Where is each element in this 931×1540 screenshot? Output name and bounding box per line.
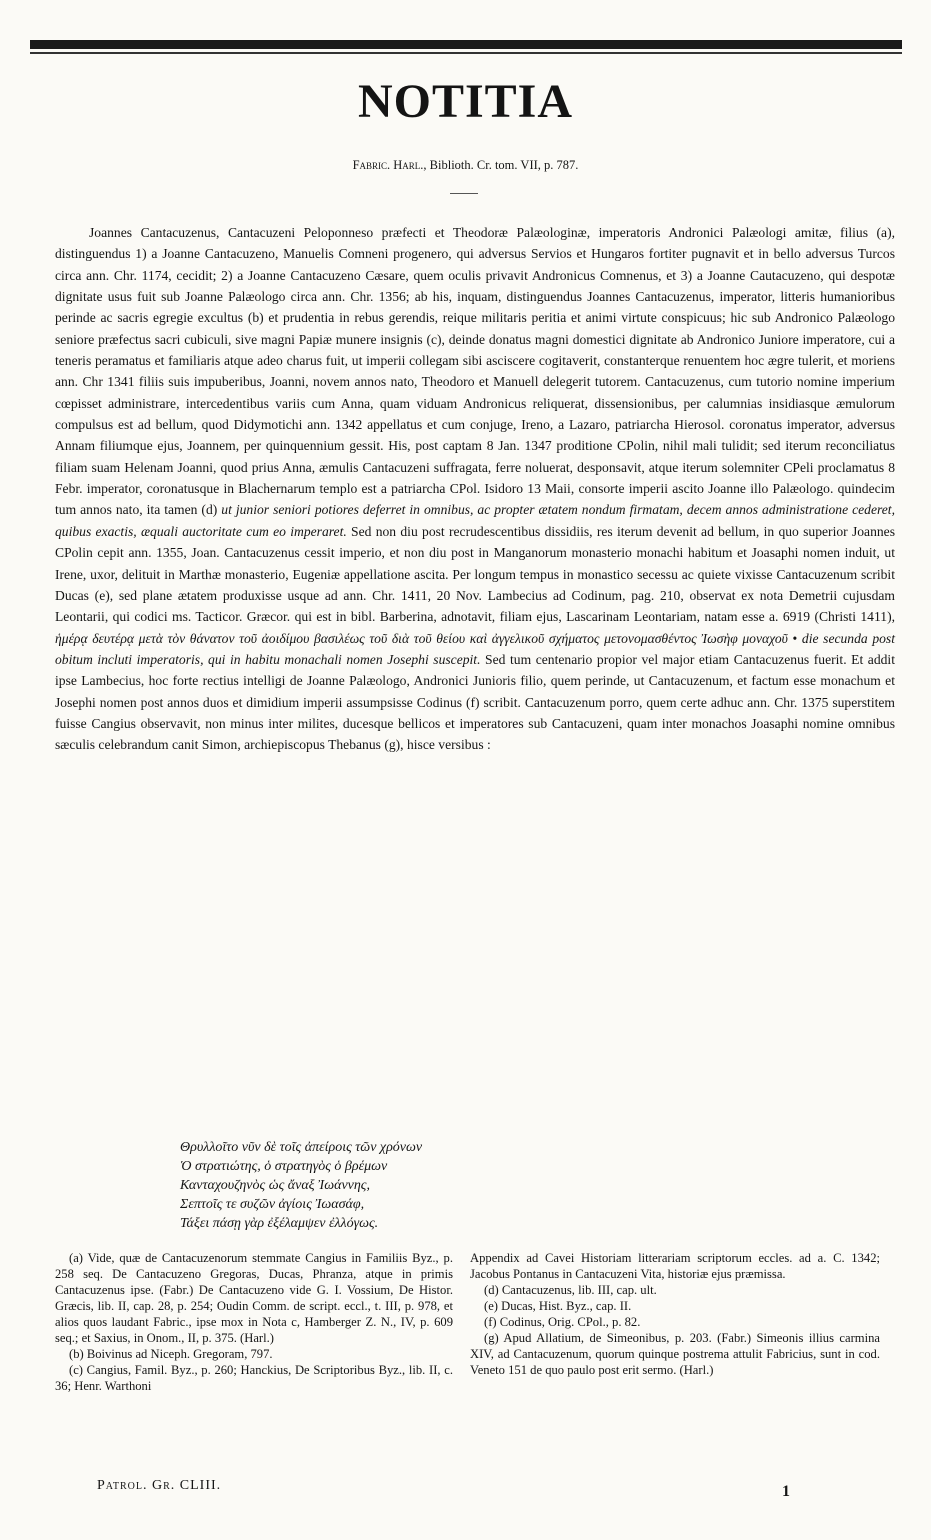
subtitle-authors: Fabric. Harl. [352, 158, 424, 172]
main-paragraph [55, 222, 895, 756]
footnote-g: (g) Apud Allatium, de Simeonibus, p. 203. (Fabr.) Simeonis illius carmina XIV, ad Cantacuzenum, quorum quinque postrema attulit Fabricius, sunt in cod. Veneto 151 de quo paulo post erit sermo. (Harl.) [470, 1331, 880, 1377]
footnote-d: (d) Cantacuzenus, lib. III, cap. ult. [484, 1283, 657, 1297]
page-number: 1 [782, 1483, 790, 1500]
footnotes-left-column [55, 1250, 453, 1394]
paragraph-italic-quote: ut junior seniori potiores deferret in omnibus, ac propter ætatem nondum firmatam, decem annos administratione cederet, quibus exactis, æquali auctoritate cum eo imperaret. [55, 502, 895, 539]
page-title: NOTITIA [357, 75, 574, 128]
verse-line: Κανταχουζηνὸς ὡς ἄναξ Ἰωάννης, [180, 1178, 370, 1193]
footnote-b: (b) Boivinus ad Niceph. Gregoram, 797. [69, 1347, 273, 1361]
footnote-e: (e) Ducas, Hist. Byz., cap. II. [484, 1299, 632, 1313]
verse-line: Τάξει πάσῃ γὰρ ἐξέλαμψεν ἐλλόγως. [180, 1216, 379, 1231]
quotation-separator: • [787, 630, 802, 646]
verse-line: Θρυλλοῖτο νῦν δὲ τοῖς ἀπείροις τῶν χρόνων [180, 1140, 423, 1155]
short-divider [450, 193, 478, 194]
footnote-c: (c) Cangius, Famil. Byz., p. 260; Hanckius, De Scriptoribus Byz., lib. II, c. 36; Henr. Warthoni [55, 1363, 453, 1393]
latin-translation: die secunda post obitum incluti imperatoris, qui in habitu monachali nomen Josephi suscepit. [55, 630, 895, 667]
footnote-c-continued: Appendix ad Cavei Historiam litterariam scriptorum eccles. ad a. C. 1342; Jacobus Pontanus in Cantacuzeni Vita, historiæ ejus præmissa. [470, 1251, 880, 1281]
footnotes-right-column [470, 1250, 880, 1378]
paragraph-part-3: Sed tum centenario propior vel major etiam Cantacuzenus fuerit. Et addit ipse Lambecius, hoc forte rectius intelligi de Joanne Palæologo, Andronici Junioris filio, quem perinde, ut Cantacuzenum, et factum esse monachum et Josephi nomen post annos duos et dimidium imperii assumpsisse Codinus (f) scribit. Cantacuzenum porro, quem certe adhuc ann. Chr. 1375 superstitem fuisse Cangius observavit, non minus inter milites, ducesque bellicos et imperatores sub Cantacuzeni, quam inter monachos Joasaphi nomine omnibus sæculis celebrandum canit Simon, archiepiscopus Thebanus (g), hisce versibus : [55, 651, 895, 753]
top-rule-thin [30, 52, 902, 54]
collection-signature: Patrol. Gr. CLIII. [97, 1478, 222, 1493]
page-subtitle [0, 158, 931, 173]
verse-line: Σεπτοῖς τε συζῶν ἀγίοις Ἰωασάφ, [180, 1197, 365, 1212]
greek-verses [180, 1138, 680, 1233]
paragraph-part-2: Sed non diu post recrudescentibus dissidiis, res iterum devenit ad bellum, in quo superior Joannes CPolin cepit ann. 1355, Joan. Cantacuzenus cessit imperio, et non diu post in Manganorum monasterio monachi habitum et Joasaphi nomen induit, ut Irene, uxor, delituit in Marthæ monasterio, Eugeniæ appellatione ascita. Per longum tempus in monastico secessu ac quiete vixisse Cantacuzenum scribit Ducas (e), sed plane ætatem produxisse usque ad ann. Chr. 1411, 20 Nov. Lambecius ad Codinum, pag. 210, observat ex nota Demetrii cujusdam Leontarii, qui codici ms. Tacticor. Græcor. qui est in bibl. Barberina, adnotavit, filiam ejus, Lascarinam Leontariam, natam esse a. 6919 (Christi 1411), [55, 523, 895, 625]
greek-quotation: ἡμέρᾳ δευτέρᾳ μετὰ τὸν θάνατον τοῦ ἀοιδίμου βασιλέως τοῦ διὰ τοῦ θείου καὶ ἀγγελικοῦ σχήματος μετονομασθέντος Ἰωσὴφ μοναχοῦ [55, 630, 788, 646]
subtitle-reference: , Biblioth. Cr. tom. VII, p. 787. [423, 158, 579, 172]
verse-line: Ὁ στρατιώτης, ὁ στρατηγὸς ὁ βρέμων [180, 1159, 388, 1174]
top-rule-thick [30, 40, 902, 49]
footnote-f: (f) Codinus, Orig. CPol., p. 82. [484, 1315, 641, 1329]
footnote-a: (a) Vide, quæ de Cantacuzenorum stemmate Cangius in Familiis Byz., p. 258 seq. De Cantacuzeno Gregoras, Ducas, Phranza, atque in primis Cantacuzenus ipse. (Fabr.) De Cantacuzeno vide G. I. Vossium, De Histor. Græcis, lib. II, cap. 28, p. 254; Oudin Comm. de script. eccl., t. III, p. 978, et alios quos laudant Fabric., ipse mox in Nota c, Hamberger Z. N., IV, p. 609 seq.; et Saxius, in Onom., II, p. 375. (Harl.) [55, 1251, 453, 1345]
paragraph-part-1: Joannes Cantacuzenus, Cantacuzeni Peloponneso præfecti et Theodoræ Palæologinæ, imperatoris Andronici Palæologi amitæ, filius (a), distinguendus 1) a Joanne Cantacuzeno, Manuelis Comneni progenero, qui adversus Servios et Hungaros fortiter pugnavit et in bello adversus Turcos circa ann. Chr. 1174, cecidit; 2) a Joanne Cantacuzeno Cæsare, quem oculis privavit Andronicus Comnenus, et 3) a Joanne Cautacuzeno, qui despotæ dignitate usus fuit sub Joanne Palæologo circa ann. Chr. 1356; ab his, inquam, distinguendus Joannes Cantacuzenus, imperator, litteris humanioribus perinde ac sacris egregie excultus (b) et prudentia in rebus gerendis, reique militaris peritia et animi virtute conspicuus; hic sub Andronico Palæologo seniore præfectus sacri cubiculi, sive magni Papiæ munere insignis (c), deinde donatus magni domestici dignitate ab Andronico Juniore imperatore, cui a teneris peramatus et familiaris atque adeo charus fuit, ut imperii collegam sibi asciscere cogitaverit, constanterque renuentem hoc ægre tulerit, et moriens ann. Chr 1341 filiis suis impuberibus, Joanni, novem annos nato, Theodoro et Manuell delegerit tutorem. Cantacuzenus, cum tutorio nomine imperium cœpisset administrare, intercedentibus variis cum Anna, quam viduam Andronicus reliquerat, dissensionibus, per calumnias insidiasque æmulorum compulsus est ad bellum, quod Didymotichi ann. 1342 appellatus et cum conjuge, Ireno, a Lazaro, patriarcha Hierosol. coronatus imperator, adversus Annam filiumque ejus, Joannem, per quinquennium gessit. His, post captam 8 Jan. 1347 proditione CPolin, nihil mali tulidit; sed iterum reconciliatus filiam suam Helenam Joanni, quod prius Anna, æmulis Cantacuzeni suffragata, ferre noluerat, desponsavit, atque iterum solemniter CPeli proclamatus 8 Febr. imperator, coronatusque in Blachernarum templo est a patriarcha CPol. Isidoro 13 Maii, consorte imperii ascito Joanne illo Palæologo. quindecim tum annos nato, ita tamen (d) [55, 225, 895, 518]
